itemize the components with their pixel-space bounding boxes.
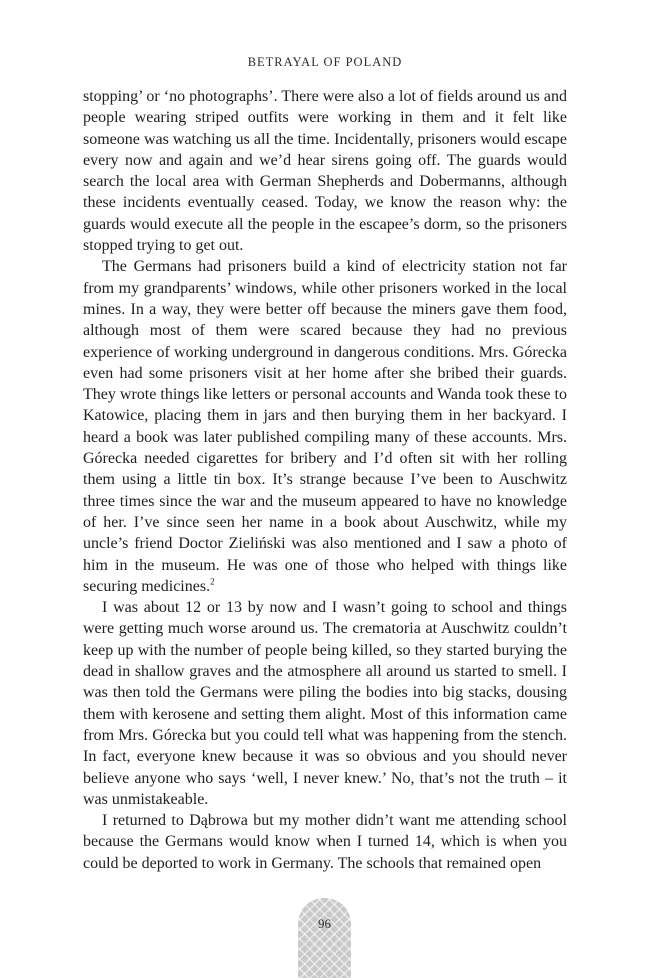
paragraph-text: The Germans had prisoners build a kind of electricity station not far from my grandparents’ windows, while other prisoners worked in the local mines. In a way, they were better off because the miners gave them food, although most of them were scared because they had no previous experience of working underground in dangerous conditions. Mrs. Górecka even had some prisoners visit at her home after she bribed their guards. They wrote things like letters or personal accounts and Wanda took these to Katowice, placing them in jars and then burying them in her backyard. I heard a book was later published compiling many of these accounts. Mrs. Górecka needed cigarettes for bribery and I’d often sit with her rolling them using a little tin box. It’s strange because I’ve been to Auschwitz three times since the war and the museum appeared to have no knowledge of her. I’ve since seen her name in a book about Auschwitz, while my uncle’s friend Doctor Zieliński was also mentioned and I saw a photo of him in the museum. He was one of those who helped with things like securing medicines. (83, 258, 567, 595)
page-number: 96 (318, 916, 331, 931)
body-text (83, 86, 567, 874)
paragraph: I was about 12 or 13 by now and I wasn’t going to school and things were getting much worse around us. The crematoria at Auschwitz couldn’t keep up with the number of people being killed, so they started burying the dead in shallow graves and the atmosphere all around us started to smell. I was then told the Germans were piling the bodies into big stacks, dousing them with kerosene and setting them alight. Most of this information came from Mrs. Górecka but you could tell what was happening from the stench. In fact, everyone knew because it was so obvious and you should never believe anyone who says ‘well, I never knew.’ No, that’s not the truth – it was unmistakeable. (83, 599, 567, 808)
running-head: BETRAYAL OF POLAND (247, 55, 403, 69)
page-number-tab (298, 898, 351, 978)
footnote-marker[interactable]: 2 (210, 576, 215, 587)
paragraph: I returned to Dąbrowa but my mother didn’t want me attending school because the Germans would know when I turned 14, which is when you could be deported to work in Germany. The schools that remained open (83, 812, 567, 872)
paragraph (83, 256, 567, 597)
paragraph: stopping’ or ‘no photographs’. There were also a lot of fields around us and people wearing striped outfits were working in them and it felt like someone was watching us all the time. Incidentally, prisoners would escape every now and again and we’d hear sirens going off. The guards would search the local area with German Shepherds and Dobermanns, although these incidents eventually ceased. Today, we know the reason why: the guards would execute all the people in the escapee’s dorm, so the prisoners stopped trying to get out. (83, 88, 567, 255)
